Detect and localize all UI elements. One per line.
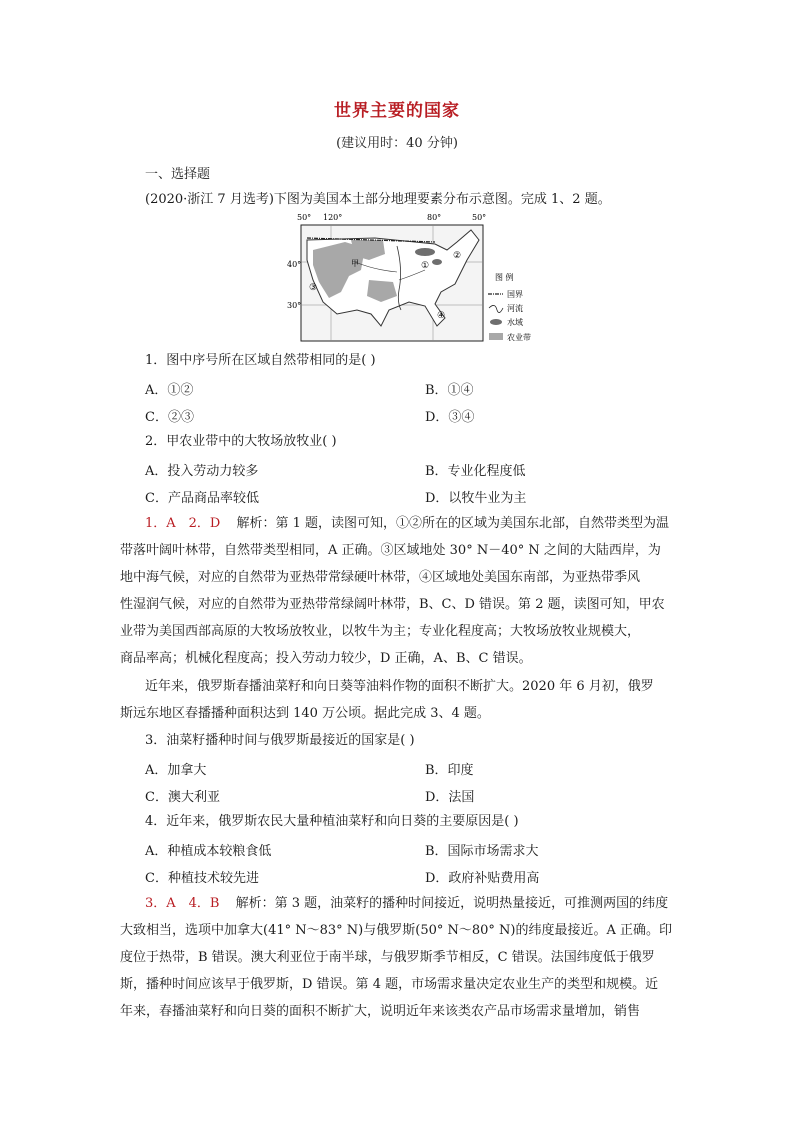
- legend-title: 图 例: [495, 273, 514, 282]
- q1-option-a: A．①②: [145, 383, 194, 398]
- explanation-line: 带落叶阔叶林带，自然带类型相同，A 正确。③区域地处 30° N－40° N 之间的大陆西岸，为: [120, 543, 661, 558]
- q2-option-b: B．专业化程度低: [425, 464, 526, 479]
- q4-option-b: B．国际市场需求大: [425, 844, 539, 859]
- explanation-line: 地中海气候，对应的自然带为亚热带常绿硬叶林带，④区域地处美国东南部，为亚热带季风: [120, 570, 641, 585]
- q3-stem: 3．油菜籽播种时间与俄罗斯最接近的国家是( ): [145, 733, 415, 748]
- intro-q1-2: (2020·浙江 7 月选考)下图为美国本土部分地理要素分布示意图。完成 1、2 题。: [145, 192, 611, 207]
- q3-option-a: A．加拿大: [145, 763, 207, 778]
- q3-option-b: B．印度: [425, 763, 474, 778]
- intro-q3-4: 斯远东地区春播播种面积达到 140 万公顷。据此完成 3、4 题。: [120, 706, 490, 721]
- great-lakes: [432, 259, 442, 265]
- legend-water-label: 水域: [507, 318, 523, 327]
- region-label: 甲: [351, 259, 359, 268]
- time-suggestion: (建议用时：40 分钟): [336, 136, 458, 151]
- lon-label: 50°: [297, 213, 312, 222]
- usa-map-svg: [285, 210, 550, 345]
- usa-map-figure: [285, 210, 550, 345]
- point-3: ③: [309, 283, 318, 293]
- explanation-line: 年来，春播油菜籽和向日葵的面积不断扩大，说明近年来该类农产品市场需求量增加，销售: [120, 1004, 641, 1019]
- q2-option-a: A．投入劳动力较多: [145, 464, 259, 479]
- q2-option-c: C．产品商品率较低: [145, 491, 259, 506]
- point-1: ①: [421, 261, 430, 271]
- q1-option-b: B．①④: [425, 383, 474, 398]
- answer-key: 3．A 4．B: [145, 896, 220, 911]
- explanation-line: 商品率高；机械化程度高；投入劳动力较少，D 正确，A、B、C 错误。: [120, 651, 532, 666]
- great-lakes: [415, 248, 435, 256]
- legend-river-symbol: [489, 305, 503, 312]
- point-2: ②: [453, 251, 462, 261]
- page-title: 世界主要的国家: [334, 101, 460, 121]
- lat-label: 40°: [287, 260, 302, 269]
- legend-agri-label: 农业带: [507, 333, 531, 342]
- explanation-line: 大致相当，选项中加拿大(41° N～83° N)与俄罗斯(50° N～80° N)的纬度最接近。A 正确。印: [120, 923, 673, 938]
- q3-option-c: C．澳大利亚: [145, 790, 220, 805]
- q4-option-d: D．政府补贴费用高: [425, 871, 540, 886]
- q2-stem: 2．甲农业带中的大牧场放牧业( ): [145, 434, 337, 449]
- q4-stem: 4．近年来，俄罗斯农民大量种植油菜籽和向日葵的主要原因是( ): [145, 814, 519, 829]
- legend-river-label: 河流: [507, 304, 523, 313]
- lat-label: 30°: [287, 301, 302, 310]
- q2-option-d: D．以牧牛业为主: [425, 491, 527, 506]
- legend-agri-symbol: [489, 333, 503, 340]
- section-heading: 一、选择题: [145, 167, 211, 182]
- q1-option-c: C．②③: [145, 410, 194, 425]
- answer-1-2: [145, 515, 669, 533]
- q3-option-d: D．法国: [425, 790, 475, 805]
- explanation-line: 解析：第 3 题，油菜籽的播种时间接近，说明热量接近，可推测两国的纬度: [235, 896, 669, 911]
- explanation-line: 解析：第 1 题，读图可知，①②所在的区域为美国东北部，自然带类型为温: [236, 516, 670, 531]
- intro-q3-4: 近年来，俄罗斯春播油菜籽和向日葵等油料作物的面积不断扩大。2020 年 6 月初，俄罗: [145, 679, 654, 694]
- q4-option-c: C．种植技术较先进: [145, 871, 259, 886]
- explanation-line: 度位于热带，B 错误。澳大利亚位于南半球，与俄罗斯季节相反，C 错误。法国纬度低于俄罗: [120, 950, 655, 965]
- answer-key: 1．A 2．D: [145, 516, 221, 531]
- explanation-line: 斯，播种时间应该早于俄罗斯，D 错误。第 4 题，市场需求量决定农业生产的类型和规模。近: [120, 977, 659, 992]
- point-4: ④: [437, 311, 446, 321]
- legend-border-label: 国界: [507, 290, 523, 299]
- lon-label: 50°: [472, 213, 487, 222]
- explanation-line: 业带为美国西部高原的大牧场放牧业，以牧牛为主；专业化程度高；大牧场放牧业规模大，: [120, 624, 641, 639]
- q1-option-d: D．③④: [425, 410, 475, 425]
- lon-label: 120°: [323, 213, 343, 222]
- legend-water-symbol: [490, 319, 502, 325]
- q1-stem: 1．图中序号所在区域自然带相同的是( ): [145, 353, 376, 368]
- explanation-line: 性湿润气候，对应的自然带为亚热带常绿阔叶林带，B、C、D 错误。第 2 题，读图可知，甲农: [120, 597, 665, 612]
- answer-3-4: [145, 895, 668, 913]
- q4-option-a: A．种植成本较粮食低: [145, 844, 272, 859]
- lon-label: 80°: [427, 213, 442, 222]
